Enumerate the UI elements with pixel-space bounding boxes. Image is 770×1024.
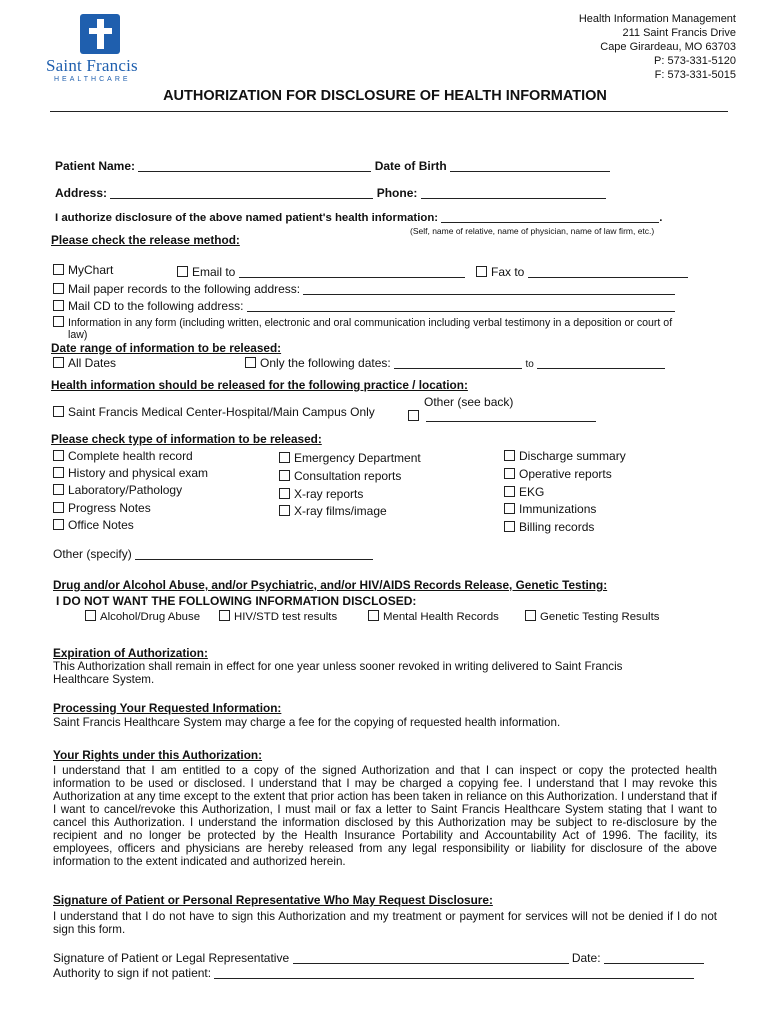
checkbox[interactable] [504,450,515,461]
checkbox[interactable] [368,610,379,621]
dob-label: Date of Birth [374,159,447,173]
checkbox[interactable] [53,406,64,417]
fax-field[interactable] [528,266,688,278]
release-any-form[interactable] [53,316,672,329]
address-row [55,186,606,200]
phone-label: Phone: [376,186,418,200]
sensitive-label: Genetic Testing Results [540,611,660,623]
date-range-heading: Date range of information to be released: [51,341,282,355]
checkbox[interactable] [525,610,536,621]
date-all[interactable] [53,356,116,370]
address-label: Address: [55,186,108,200]
checkbox[interactable] [53,264,64,275]
processing-text: Saint Francis Healthcare System may charge a fee for the copying of requested health information. [53,716,561,729]
release-mail-paper[interactable] [53,282,675,296]
checkbox[interactable] [279,505,290,516]
info-item[interactable] [53,482,208,499]
authorize-hint: (Self, name of relative, name of physician, name of law firm, etc.) [410,226,655,236]
rights-heading: Your Rights under this Authorization: [53,748,263,762]
release-mail-cd[interactable] [53,299,675,313]
header-address [579,12,736,82]
info-col3 [504,448,626,537]
sensitive-label: Mental Health Records [383,611,499,623]
sensitive-item[interactable] [525,610,659,623]
checkbox[interactable] [53,467,64,478]
checkbox[interactable] [53,283,64,294]
release-mychart[interactable] [53,263,113,277]
patient-name-label: Patient Name: [55,159,136,173]
fax-label: Fax to [491,265,525,279]
checkbox[interactable] [504,521,515,532]
checkbox[interactable] [53,484,64,495]
phone-field[interactable] [421,187,606,199]
email-label: Email to [192,265,236,279]
email-field[interactable] [239,266,465,278]
checkbox[interactable] [279,452,290,463]
mail-cd-field[interactable] [247,300,675,312]
info-label: Billing records [519,520,595,535]
info-col1 [53,448,208,534]
date-to-field[interactable] [537,357,665,369]
authority-field[interactable] [214,967,694,979]
checkbox[interactable] [85,610,96,621]
logo-name: Saint Francis [46,56,138,75]
checkbox[interactable] [476,266,487,277]
info-label: History and physical exam [68,466,209,481]
dob-field[interactable] [450,160,610,172]
info-label: Emergency Department [294,451,421,465]
mail-paper-field[interactable] [303,283,675,295]
date-label: Date: [571,951,601,965]
signature-date-field[interactable] [604,952,704,964]
info-types-heading: Please check type of information to be released: [51,432,322,446]
info-label: Complete health record [68,449,193,463]
logo-sub: HEALTHCARE [54,76,131,83]
info-item[interactable] [279,503,421,521]
info-item[interactable] [504,501,626,519]
patient-name-field[interactable] [138,160,371,172]
main-campus-label: Saint Francis Medical Center-Hospital/Main Campus Only [68,405,375,419]
checkbox[interactable] [504,468,515,479]
fax-line: F: 573-331-5015 [654,69,736,81]
info-item[interactable] [53,517,208,534]
any-form-cont: law) [68,329,88,341]
release-fax[interactable] [476,265,688,279]
mychart-label: MyChart [68,263,114,277]
authority-row [53,966,694,980]
sensitive-item[interactable] [85,610,200,623]
practice-heading: Health information should be released for the following practice / location: [51,378,468,392]
to-label: to [525,359,534,370]
saint-francis-logo [46,14,156,83]
info-label: X-ray films/image [294,504,387,519]
info-other-row [53,547,373,561]
checkbox[interactable] [279,470,290,481]
info-label: Consultation reports [294,468,402,483]
checkbox[interactable] [504,503,515,514]
checkbox[interactable] [177,266,188,277]
only-dates-label: Only the following dates: [260,356,391,370]
date-from-field[interactable] [394,357,522,369]
info-label: Laboratory/Pathology [68,483,183,498]
checkbox[interactable] [504,486,515,497]
any-form-label: Information in any form (including written, electronic and oral communication including verbal testimony in a deposition or court of [68,317,673,329]
release-email[interactable] [177,265,465,279]
practice-main[interactable] [53,405,375,419]
practice-other-label: Other (see back) [424,395,514,409]
info-item[interactable] [279,450,421,468]
signature-row [53,951,704,965]
info-item[interactable] [53,500,208,517]
info-label: Discharge summary [519,449,626,463]
info-label: EKG [519,484,545,499]
expiration-heading: Expiration of Authorization: [53,646,208,660]
checkbox[interactable] [53,502,64,513]
info-label: Progress Notes [68,500,151,515]
checkbox[interactable] [53,519,64,530]
all-dates-label: All Dates [68,356,117,370]
processing-heading: Processing Your Requested Information: [53,701,282,715]
authorize-label: I authorize disclosure of the above named patient's health information: [55,212,439,224]
info-item[interactable] [53,465,208,482]
signature-heading: Signature of Patient or Personal Representative Who May Request Disclosure: [53,893,493,907]
checkbox[interactable] [53,316,64,327]
expiration-text: This Authorization shall remain in effect for one year unless sooner revoked in writing delivered to Saint Francis Healthcare System. [53,660,623,686]
info-item[interactable] [504,448,626,466]
sensitive-item[interactable] [368,610,499,623]
checkbox[interactable] [53,357,64,368]
patient-name-row [55,159,610,173]
checkbox[interactable] [53,300,64,311]
checkbox[interactable] [408,410,419,421]
practice-other[interactable] [408,409,596,423]
checkbox[interactable] [219,610,230,621]
sensitive-item[interactable] [219,610,337,623]
info-col2 [279,450,421,521]
address-line: Health Information Management [578,13,736,25]
info-item[interactable] [504,466,626,484]
address-field[interactable] [110,187,373,199]
checkbox[interactable] [245,357,256,368]
cross-logo-icon [80,14,120,54]
phone-line: P: 573-331-5120 [654,55,736,67]
sensitive-subheading: I DO NOT WANT THE FOLLOWING INFORMATION DISCLOSED: [56,594,417,608]
info-label: X-ray reports [294,486,364,501]
other-specify-field[interactable] [135,548,373,560]
sensitive-label: Alcohol/Drug Abuse [100,611,201,623]
info-item[interactable] [279,486,421,504]
authorize-row: I authorize disclosure of the above named patient's health information: . [55,212,663,224]
release-method-heading: Please check the release method: [51,233,240,247]
other-specify-label: Other (specify) [53,547,132,561]
mail-paper-label: Mail paper records to the following address: [68,282,301,296]
title-rule [50,111,728,112]
address-line: Cape Girardeau, MO 63703 [600,41,736,53]
sensitive-heading: Drug and/or Alcohol Abuse, and/or Psychiatric, and/or HIV/AIDS Records Release, Genetic Testing: [53,578,608,592]
info-label: Operative reports [519,466,612,481]
info-item[interactable] [279,468,421,486]
sensitive-label: HIV/STD test results [234,611,338,623]
info-item[interactable] [53,448,208,465]
rights-text: I understand that I am entitled to a copy of the signed Authorization and that I can inspect or copy the protected health information to be used or disclosed. I understand that I may be charged a copying fee. I understand that I may revoke this Authorization at any time except to the extent that prior action has been taken in reliance on this Authorization. I understand that if I want to cancel/revoke this Authorization, I must mail or fax a letter to Saint Francis Healthcare System stating that I want to cancel this Authorization. I understand the information disclosed by this Authorization may be subject to re-disclosure by the recipient and no longer be protected by the Health Insurance Portability and Accountability Act of 1996. The facility, its employees, officers and physicians are hereby released from any legal responsibility or liability for disclosure of the above information to the extent indicated and authorized herein. [53,764,717,868]
date-only[interactable] [245,356,665,370]
authorize-field[interactable] [441,211,659,223]
checkbox[interactable] [53,450,64,461]
checkbox[interactable] [279,488,290,499]
signature-label: Signature of Patient or Legal Representative [53,951,290,965]
mail-cd-label: Mail CD to the following address: [68,299,244,313]
other-location-field[interactable] [426,410,596,422]
document-title: AUTHORIZATION FOR DISCLOSURE OF HEALTH INFORMATION [163,88,607,104]
address-line: 211 Saint Francis Drive [622,27,736,39]
info-label: Immunizations [519,502,597,517]
info-label: Office Notes [68,517,134,532]
authority-label: Authority to sign if not patient: [53,966,212,980]
signature-field[interactable] [293,952,569,964]
signature-text: I understand that I do not have to sign this Authorization and my treatment or payment for services will not be denied if I do not sign this form. [53,910,717,936]
info-item[interactable] [504,484,626,502]
info-item[interactable] [504,519,626,537]
